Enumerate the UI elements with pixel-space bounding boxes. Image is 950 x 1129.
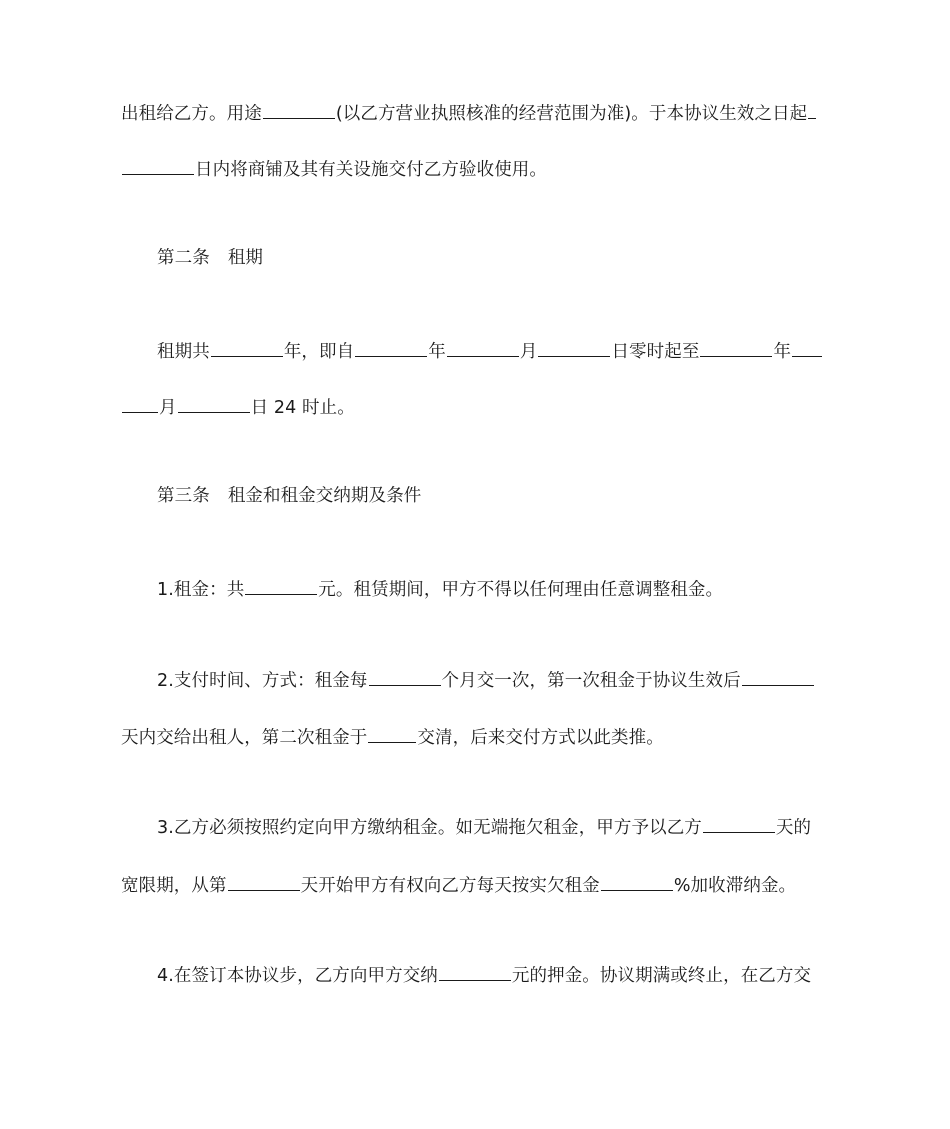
text: 月 [159,398,177,418]
text: 宽限期，从第 [121,876,227,896]
blank-field [703,814,775,833]
text: 天的 [775,818,812,838]
text: 日零时起至 [611,342,700,362]
paragraph-line [121,872,833,896]
text: 3.乙方必须按照约定向甲方缴纳租金。如无端拖欠租金，甲方予以乙方 [157,818,702,838]
text: (以乙方营业执照核准的经营范围为准)。于本协议生效之日起 [335,104,808,124]
text: 1.租金：共 [157,580,245,600]
text: 年，即自 [283,342,355,362]
text: 4.在签订本协议步，乙方向甲方交纳 [157,966,438,986]
blank-field [368,724,416,743]
blank-field [700,338,772,357]
article-heading [157,246,833,270]
text: 出租给乙方。用途 [121,104,262,124]
text: 天内交给出租人，第二次租金于 [121,728,368,748]
blank-field [538,338,610,357]
blank-field [355,338,427,357]
paragraph-line [121,156,833,180]
article-title: 租期 [227,248,264,268]
text: %加收滞纳金。 [673,876,797,896]
paragraph-line [121,394,833,418]
blank-field [228,872,300,891]
blank-field [263,100,335,119]
text: 月 [519,342,538,362]
text: 元。租赁期间，甲方不得以任何理由任意调整租金。 [318,580,724,600]
text: 2.支付时间、方式：租金每 [157,671,368,691]
paragraph-line [121,100,833,124]
paragraph-line [121,724,833,748]
text: 天开始甲方有权向乙方每天按实欠租金 [300,876,600,896]
text: 个月交一次，第一次租金于协议生效后 [441,671,741,691]
text: 日内将商铺及其有关设施交付乙方验收使用。 [195,160,547,180]
text: 租期共 [157,342,210,362]
paragraph-line [157,576,833,600]
paragraph-line [157,338,833,362]
text: 元的押金。协议期满或终止，在乙方交 [511,966,812,986]
text: 日 24 时止。 [250,398,355,418]
blank-field [439,962,511,981]
blank-field [122,394,158,413]
blank-field [122,156,194,175]
blank-field [742,667,814,686]
article-heading [157,484,833,508]
article-number: 第三条 [157,486,210,506]
paragraph-line [157,667,833,691]
blank-field [808,100,816,119]
blank-field [245,576,317,595]
paragraph-line [157,814,833,838]
blank-field [178,394,250,413]
text: 年 [428,342,446,362]
text: 年 [773,342,792,362]
blank-field [369,667,441,686]
blank-field [211,338,283,357]
article-title: 租金和租金交纳期及条件 [227,486,422,506]
article-number: 第二条 [157,248,210,268]
text: 交清，后来交付方式以此类推。 [417,728,664,748]
blank-field [601,872,673,891]
paragraph-line [157,962,833,986]
blank-field [447,338,519,357]
blank-field [792,338,822,357]
